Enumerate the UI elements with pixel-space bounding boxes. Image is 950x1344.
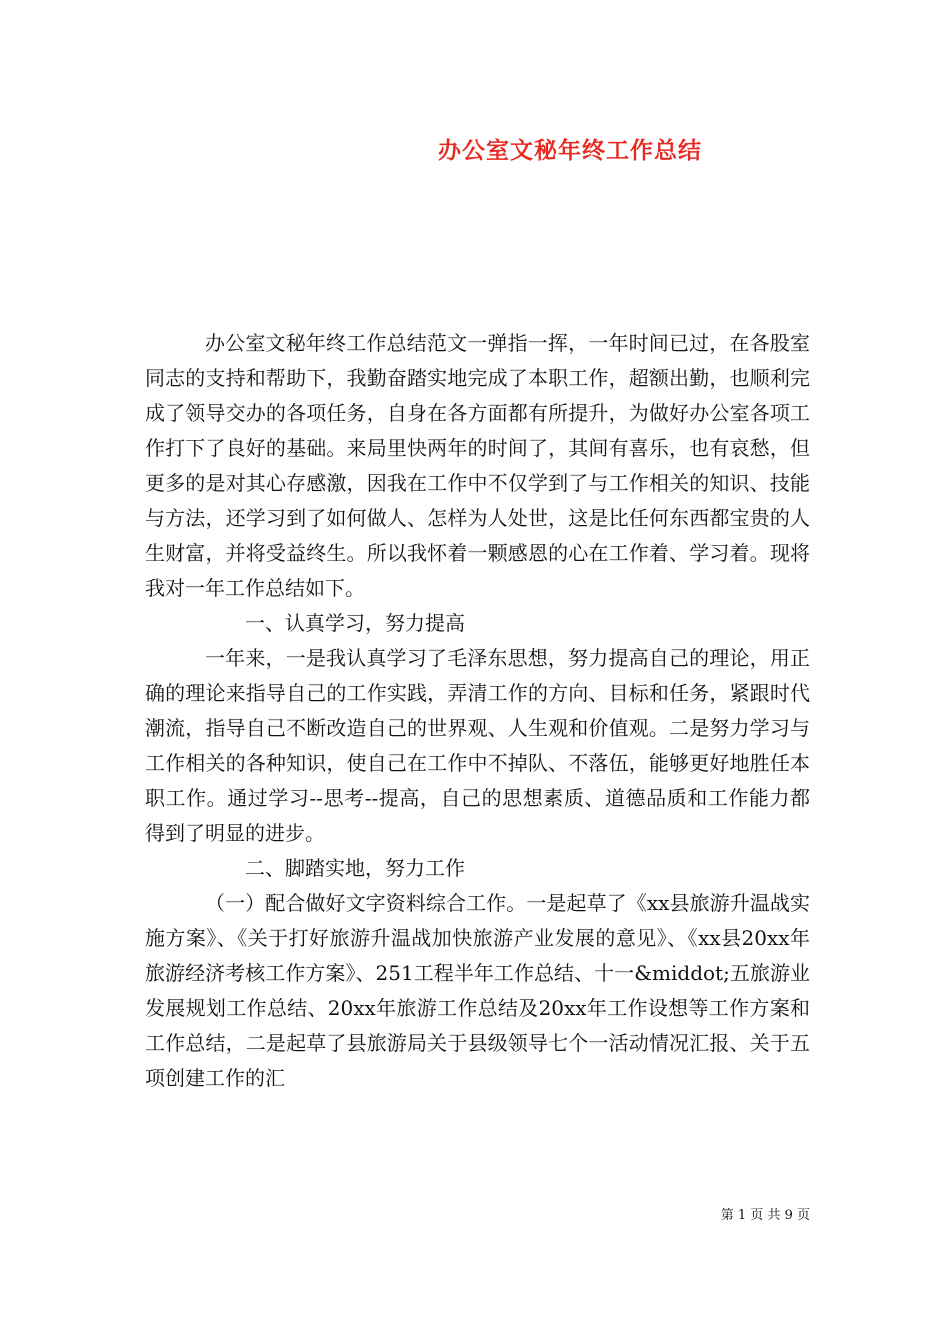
paragraph-study: 一年来，一是我认真学习了毛泽东思想，努力提高自己的理论，用正确的理论来指导自己的工作实践，弄清工作的方向、目标和任务，紧跟时代潮流，指导自己不断改造自己的世界观、人生观和价值观。二是努力学习与工作相关的各种知识，使自己在工作中不掉队、不落伍，能够更好地胜任本职工作。通过学习--思考--提高，自己的思想素质、道德品质和工作能力都得到了明显的进步。 — [145, 646, 810, 845]
paragraph-intro: 办公室文秘年终工作总结范文一弹指一挥，一年时间已过，在各股室同志的支持和帮助下，我勤奋踏实地完成了本职工作，超额出勤，也顺利完成了领导交办的各项任务，自身在各方面都有所提升，为做好办公室各项工作打下了良好的基础。来局里快两年的时间了，其间有喜乐，也有哀愁，但更多的是对其心存感激，因我在工作中不仅学到了与工作相关的知识、技能与方法，还学习到了如何做人、怎样为人处世，这是比任何东西都宝贵的人生财富，并将受益终生。所以我怀着一颗感恩的心在工作着、学习着。现将我对一年工作总结如下。 — [145, 331, 810, 600]
document-title: 办公室文秘年终工作总结 — [438, 137, 702, 164]
page-number: 第 1 页 共 9 页 — [720, 1208, 810, 1223]
section-heading-1: 一、认真学习，努力提高 — [245, 611, 465, 635]
section-heading-2: 二、脚踏实地，努力工作 — [245, 856, 465, 880]
paragraph-work: （一）配合做好文字资料综合工作。一是起草了《xx县旅游升温战实施方案》、《关于打好旅游升温战加快旅游产业发展的意见》、《xx县20xx年旅游经济考核工作方案》、251工程半年工作总结、十一&middot;五旅游业发展规划工作总结、20xx年旅游工作总结及20xx年工作设想等工作方案和工作总结，二是起草了县旅游局关于县级领导七个一活动情况汇报、关于五项创建工作的汇 — [145, 891, 810, 1090]
document-body — [145, 326, 810, 1096]
